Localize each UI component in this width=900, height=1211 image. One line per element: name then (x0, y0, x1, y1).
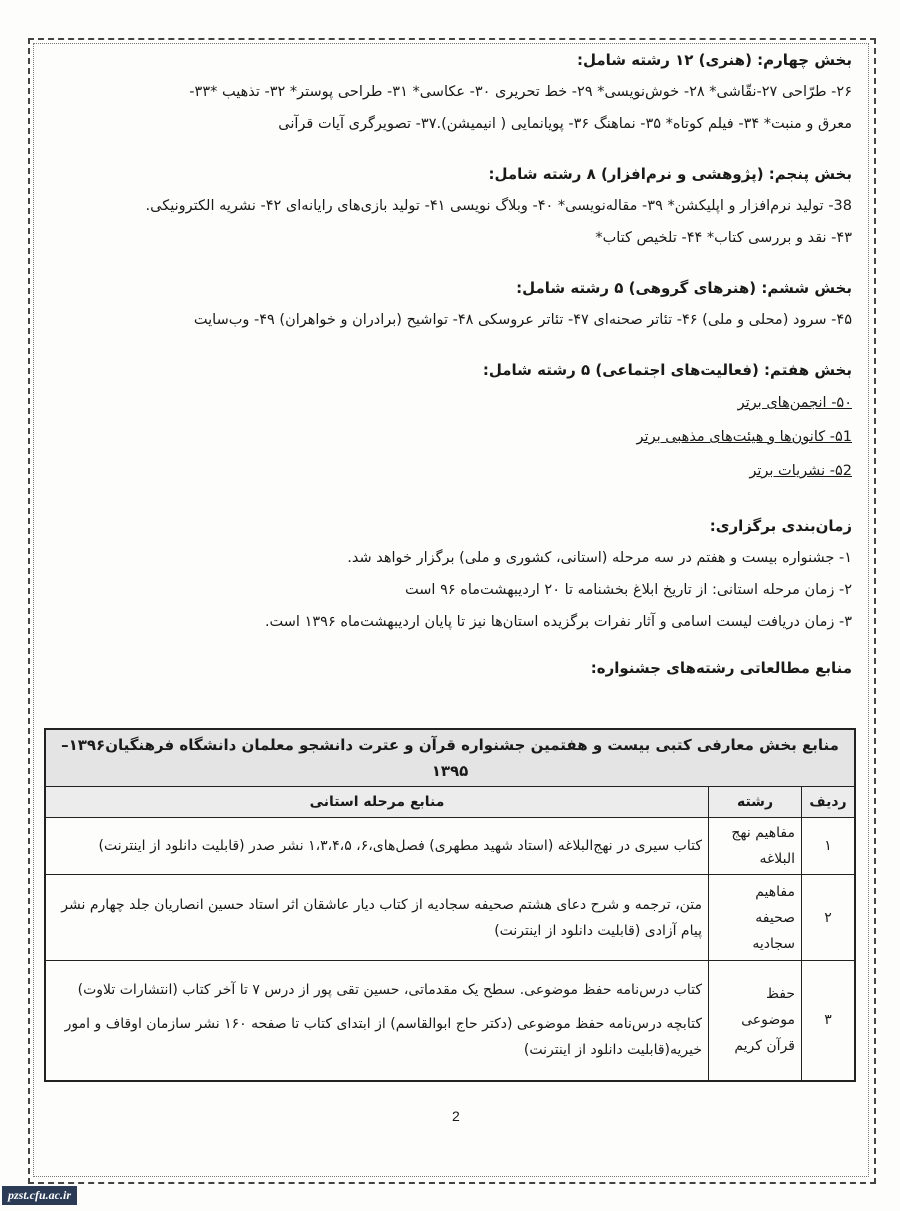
list-item: ۵۰- انجمن‌های برتر (737, 395, 852, 411)
row-num: ۳ (802, 961, 856, 1081)
list-item: ۵2- نشریات برتر (749, 463, 852, 479)
row-num: ۱ (802, 818, 856, 875)
row-source (45, 961, 709, 1081)
resources-title: منابع مطالعاتی رشته‌های جشنواره: (590, 659, 852, 677)
schedule-line-1: ۱- جشنواره بیست و هفتم در سه مرحله (استانی، کشوری و ملی) برگزار خواهد شد. (347, 550, 852, 566)
row-source: متن، ترجمه و شرح دعای هشتم صحیفه سجادیه از کتاب دیار عاشقان اثر استاد حسین انصاریان جلد چهارم نشر پیام آزادی (قابلیت دانلود از اینترنت) (45, 875, 709, 961)
document-body (40, 40, 852, 684)
section-7-title: بخش هفتم: (فعالیت‌های اجتماعی) ۵ رشته شامل: (482, 361, 852, 379)
row-num: ۲ (802, 875, 856, 961)
table-row (45, 961, 855, 1081)
section-5-line-1: 38- تولید نرم‌افزار و اپلیکشن* ۳۹- مقاله‌نویسی* ۴۰- وبلاگ نویسی ۴۱- تولید بازی‌های رایانه‌ای ۴۲- نشریه الکترونیکی. (145, 198, 852, 214)
row-field: حفظ موضوعی قرآن کریم (709, 961, 802, 1081)
header-field: رشته (709, 787, 802, 818)
row-field: مفاهیم نهج البلاغه (709, 818, 802, 875)
table-row (45, 875, 855, 961)
schedule-line-3: ۳- زمان دریافت لیست اسامی و آثار نفرات برگزیده استان‌ها نیز تا پایان اردیبهشت‌ماه ۱۳۹۶ است. (264, 614, 852, 630)
resources-table (44, 728, 856, 1082)
row-source-part-1: کتاب درس‌نامه حفظ موضوعی. سطح یک مقدماتی، حسین تقی پور از درس ۷ تا آخر کتاب (انتشارات تلاوت) (77, 982, 702, 999)
table-row (45, 818, 855, 875)
section-4-title: بخش چهارم: (هنری) ۱۲ رشته شامل: (576, 51, 852, 69)
list-item: ۵1- کانون‌ها و هیئت‌های مذهبی برتر (636, 429, 852, 445)
header-source: منابع مرحله استانی (45, 787, 709, 818)
row-source: کتاب سیری در نهج‌البلاغه (استاد شهید مطهری) فصل‌های،۶، ۱،۳،۴،۵ نشر صدر (قابلیت دانلود از اینترنت) (45, 818, 709, 875)
page-number: 2 (452, 1108, 460, 1124)
section-7-list (40, 386, 852, 488)
section-4-line-2: معرق و منبت* ۳۴- فیلم کوتاه* ۳۵- نماهنگ ۳۶- پویانمایی ( انیمیشن).۳۷- تصویرگری آیات قرآنی (278, 116, 852, 132)
table-caption: منابع بخش معارفی کتبی بیست و هفتمین جشنواره قرآن و عترت دانشجو معلمان دانشگاه فرهنگیان۱۳۹۶–۱۳۹۵ (45, 729, 855, 787)
section-5-title: بخش پنجم: (پژوهشی و نرم‌افزار) ۸ رشته شامل: (488, 165, 852, 183)
section-6-line-1: ۴۵- سرود (محلی و ملی) ۴۶- تئاتر صحنه‌ای ۴۷- تئاتر عروسکی ۴۸- تواشیح (برادران و خواهران) ۴۹- وب‌سایت (193, 312, 852, 328)
section-5-line-2: ۴۳- نقد و بررسی کتاب* ۴۴- تلخیص کتاب* (595, 230, 852, 246)
section-6-title: بخش ششم: (هنرهای گروهی) ۵ رشته شامل: (516, 279, 852, 297)
footer-url-logo: pzst.cfu.ac.ir (2, 1186, 77, 1205)
section-4-line-1: ۲۶- طرّاحی ۲۷-نقّاشی* ۲۸- خوش‌نویسی* ۲۹- خط تحریری ۳۰- عکاسی* ۳۱- طراحی پوستر* ۳۲- تذهیب *۳۳- (189, 84, 852, 100)
schedule-title: زمان‌بندی برگزاری: (709, 517, 852, 535)
row-field: مفاهیم صحیفه سجادیه (709, 875, 802, 961)
header-num: ردیف (802, 787, 856, 818)
schedule-line-2: ۲- زمان مرحله استانی: از تاریخ ابلاغ بخشنامه تا ۲۰ اردیبهشت‌ماه ۹۶ است (405, 582, 852, 598)
row-source-part-2: کتابچه درس‌نامه حفظ موضوعی (دکتر حاج ابوالقاسم) از ابتدای کتاب تا صفحه ۱۶۰ نشر سازمان اوقاف و امور خیریه(قابلیت دانلود از اینترنت) (64, 1016, 702, 1059)
